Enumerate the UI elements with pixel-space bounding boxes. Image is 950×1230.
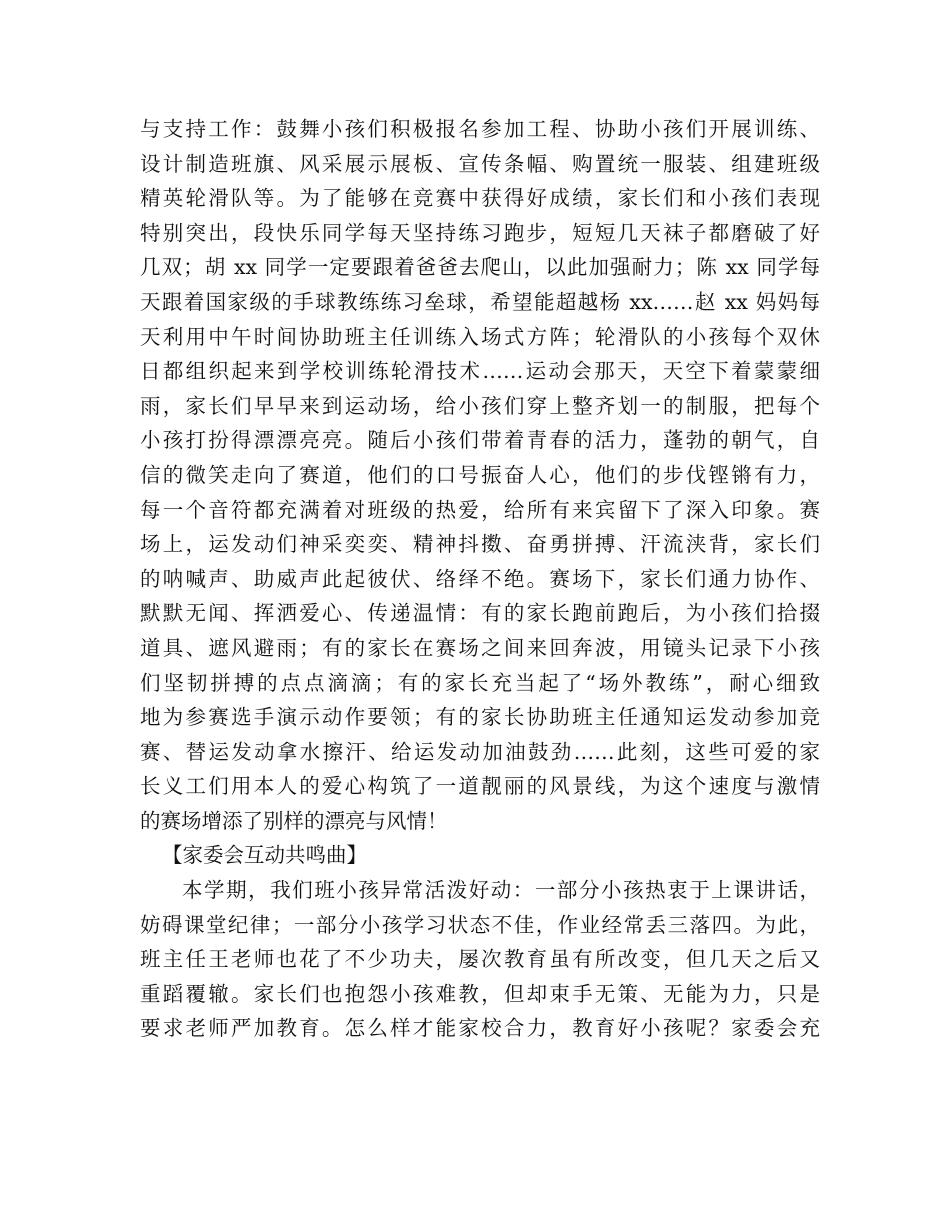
text-line: 们坚韧拼搏的点点滴滴；有的家长充当起了“场外教练”，耐心细致 (140, 670, 820, 695)
text-line: 长义工们用本人的爱心构筑了一道靓丽的风景线，为这个速度与激情 (140, 774, 820, 799)
text-line: 默默无闻、挥洒爱心、传递温情：有的家长跑前跑后，为小孩们拾掇 (140, 601, 820, 626)
document-page (140, 112, 820, 1046)
text-line: 特别突出，段快乐同学每天坚持练习跑步，短短几天袜子都磨破了好 (140, 220, 820, 245)
text-line: 日都组织起来到学校训练轮滑技术……运动会那天，天空下着蒙蒙细 (140, 359, 820, 384)
text-line: 的赛场增添了别样的漂亮与风情！ (140, 808, 448, 833)
text-line: 雨，家长们早早来到运动场，给小孩们穿上整齐划一的制服，把每个 (140, 393, 820, 418)
text-line: 几双；胡 xx 同学一定要跟着爸爸去爬山，以此加强耐力；陈 xx 同学每 (140, 255, 820, 280)
text-line: 重蹈覆辙。家长们也抱怨小孩难教，但却束手无策、无能为力，只是 (140, 981, 820, 1006)
text-line: 赛、替运发动拿水擦汗、给运发动加油鼓劲……此刻，这些可爱的家 (140, 739, 820, 764)
text-line: 天利用中午时间协助班主任训练入场式方阵；轮滑队的小孩每个双休 (140, 324, 820, 349)
text-line: 信的微笑走向了赛道，他们的口号振奋人心，他们的步伐铿锵有力， (140, 462, 820, 487)
text-line: 地为参赛选手演示动作要领；有的家长协助班主任通知运发动参加竞 (140, 705, 820, 730)
text-line: 每一个音符都充满着对班级的热爱，给所有来宾留下了深入印象。赛 (140, 497, 820, 522)
text-line: 道具、遮风避雨；有的家长在赛场之间来回奔波，用镜头记录下小孩 (140, 635, 820, 660)
section-heading: 【家委会互动共鸣曲】 (162, 843, 367, 868)
paragraph-sports-day (140, 112, 820, 838)
text-line: 的呐喊声、助威声此起彼伏、络绎不绝。赛场下，家长们通力协作、 (140, 566, 820, 591)
paragraph-parent-committee (140, 873, 820, 1046)
text-line: 班主任王老师也花了不少功夫，屡次教育虽有所改变，但几天之后又 (140, 947, 820, 972)
text-line: 妨碍课堂纪律；一部分小孩学习状态不佳，作业经常丢三落四。为此， (140, 912, 820, 937)
text-line: 精英轮滑队等。为了能够在竞赛中获得好成绩，家长们和小孩们表现 (140, 186, 820, 211)
text-line: 场上，运发动们神采奕奕、精神抖擞、奋勇拼搏、汗流浃背，家长们 (140, 532, 820, 557)
text-line: 与支持工作：鼓舞小孩们积极报名参加工程、协助小孩们开展训练、 (140, 117, 820, 141)
text-line: 要求老师严加教育。怎么样才能家校合力，教育好小孩呢？家委会充 (140, 1016, 820, 1041)
text-line: 本学期，我们班小孩异常活泼好动：一部分小孩热衷于上课讲话， (182, 878, 820, 903)
text-line: 天跟着国家级的手球教练练习垒球，希望能超越杨 xx……赵 xx 妈妈每 (140, 289, 820, 314)
text-line: 设计制造班旗、风采展示展板、宣传条幅、购置统一服装、组建班级 (140, 151, 820, 176)
text-line: 小孩打扮得漂漂亮亮。随后小孩们带着青春的活力，蓬勃的朝气，自 (140, 428, 820, 453)
